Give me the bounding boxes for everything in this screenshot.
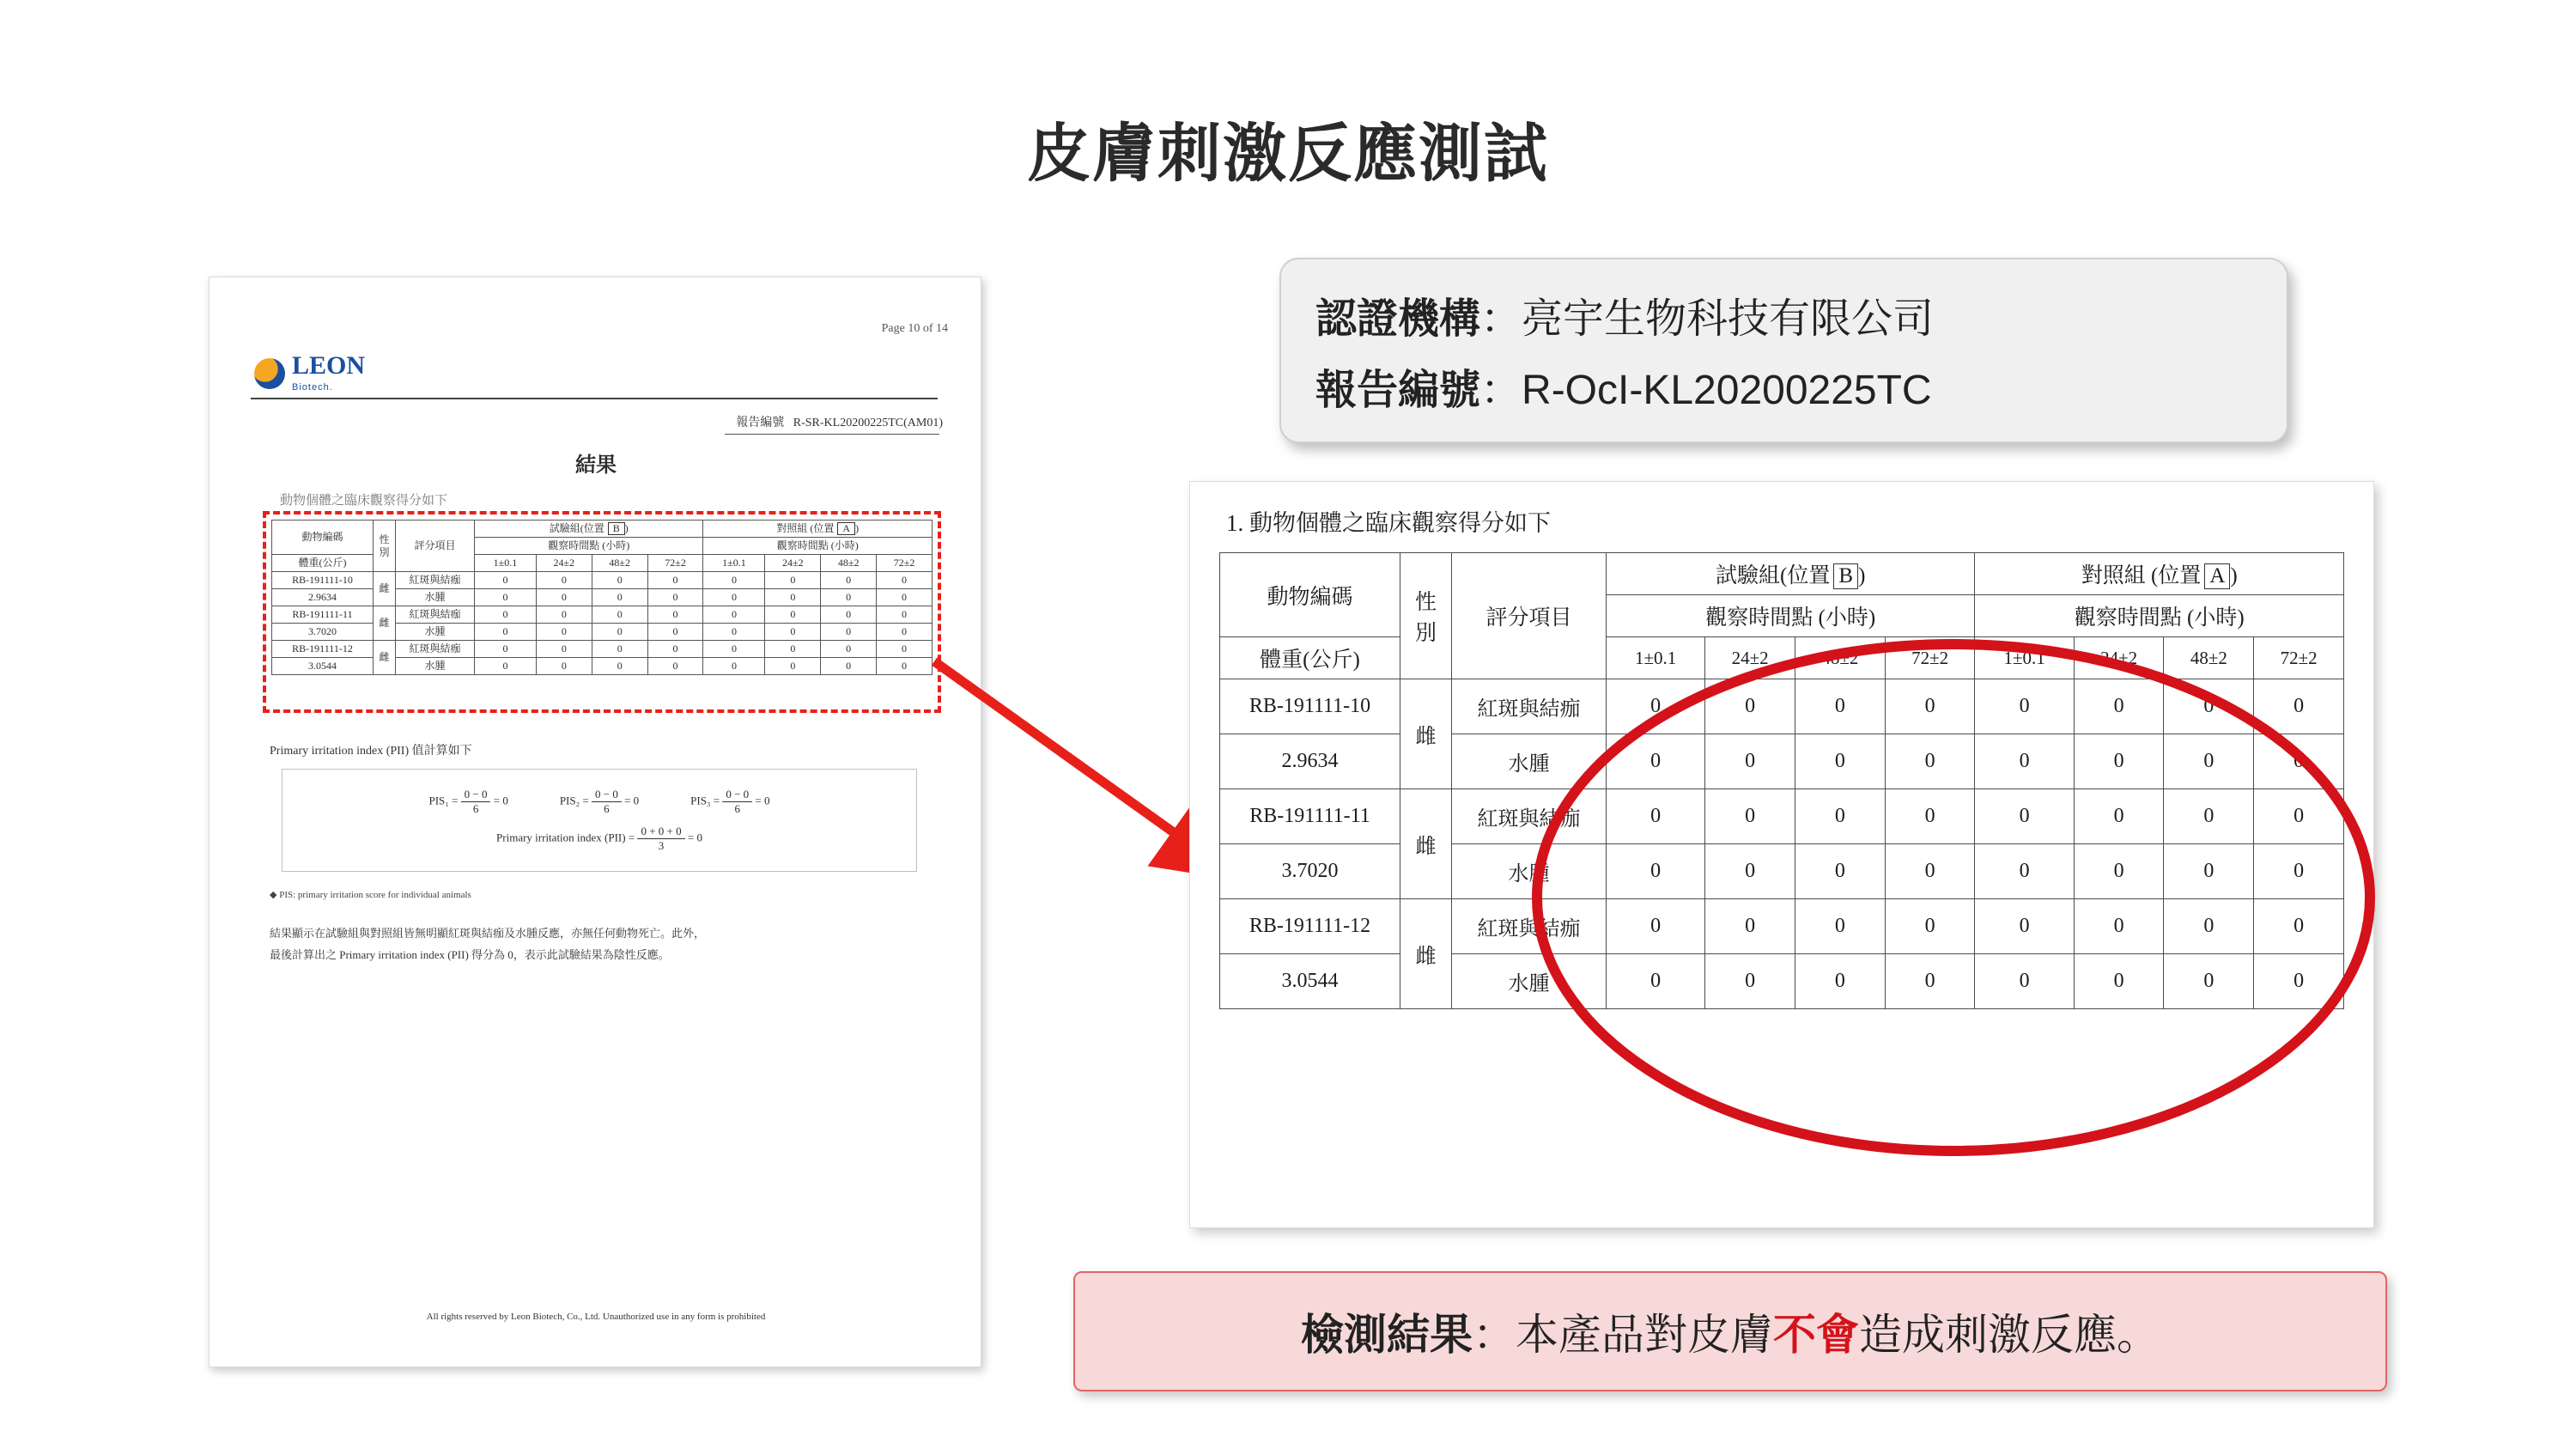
sm-v: 0 bbox=[703, 624, 765, 641]
pii-formula-row bbox=[496, 825, 702, 853]
sm-v: 0 bbox=[877, 658, 933, 675]
th-time-4: 72±2 bbox=[1885, 637, 1975, 679]
pis2-numerator: 0 − 0 bbox=[592, 788, 622, 802]
sm-cell-weight-3: 3.0544 bbox=[272, 658, 374, 675]
pis1-formula bbox=[428, 788, 507, 816]
sm-cell-sex-1: 雌 bbox=[374, 572, 396, 606]
cell-value: 0 bbox=[2074, 789, 2164, 844]
cell-value: 0 bbox=[1705, 789, 1795, 844]
certification-callout bbox=[1279, 258, 2288, 443]
leon-biotech-logo bbox=[254, 353, 365, 394]
sm-v: 0 bbox=[765, 589, 821, 606]
sm-v: 0 bbox=[877, 624, 933, 641]
report-conclusion-line-2: 最後計算出之 Primary irritation index (PII) 得分為 0，表示此試驗結果為陰性反應。 bbox=[270, 947, 670, 961]
test-result-before: 本產品對皮膚 bbox=[1516, 1311, 1773, 1359]
sm-v: 0 bbox=[703, 572, 765, 589]
cell-score-item-3b: 水腫 bbox=[1452, 954, 1607, 1009]
cell-score-item-2b: 水腫 bbox=[1452, 844, 1607, 899]
cell-value: 0 bbox=[1705, 954, 1795, 1009]
sm-th-sex: 性 別 bbox=[374, 521, 396, 572]
sm-v: 0 bbox=[703, 658, 765, 675]
th-weight: 體重(公斤) bbox=[1220, 637, 1400, 679]
sm-th-animal-id: 動物編碼 bbox=[272, 521, 374, 555]
table-row bbox=[272, 589, 933, 606]
sm-v: 0 bbox=[647, 624, 703, 641]
pis3-formula bbox=[690, 788, 769, 816]
sm-th-test-group bbox=[475, 521, 703, 538]
cell-value: 0 bbox=[2254, 899, 2344, 954]
test-result-highlight: 不會 bbox=[1773, 1311, 1859, 1359]
sm-cell-sex-2: 雌 bbox=[374, 606, 396, 641]
sm-v: 0 bbox=[592, 624, 647, 641]
sm-v: 0 bbox=[647, 658, 703, 675]
cell-value: 0 bbox=[1705, 899, 1795, 954]
cell-value: 0 bbox=[1607, 734, 1705, 789]
sm-cell-item-2b: 水腫 bbox=[396, 624, 475, 641]
test-result-label: 檢測結果 bbox=[1301, 1311, 1473, 1359]
sm-th-control-group-text: 對照組 (位置 bbox=[776, 522, 835, 534]
sm-v: 0 bbox=[877, 589, 933, 606]
th-test-group bbox=[1607, 553, 1975, 595]
th-obs-time-control: 觀察時間點 (小時) bbox=[1975, 595, 2344, 637]
th-time-6: 24±2 bbox=[2074, 637, 2164, 679]
cell-value: 0 bbox=[1975, 899, 2074, 954]
cell-value: 0 bbox=[1975, 844, 2074, 899]
report-conclusion-paragraph bbox=[270, 923, 931, 965]
header-divider bbox=[251, 398, 938, 399]
table-row bbox=[272, 572, 933, 589]
sm-v: 0 bbox=[475, 572, 537, 589]
sm-cell-item-3a: 紅斑與結痂 bbox=[396, 641, 475, 658]
sm-v: 0 bbox=[475, 658, 537, 675]
pis-formula-row bbox=[428, 788, 769, 816]
leon-logo-wordmark: LEON bbox=[292, 351, 366, 380]
sm-th-score-item: 評分項目 bbox=[396, 521, 475, 572]
sm-cell-item-1b: 水腫 bbox=[396, 589, 475, 606]
sm-v: 0 bbox=[765, 606, 821, 624]
certification-report-value: R-OcI-KL20200225TC bbox=[1522, 368, 1932, 413]
sm-th-weight: 體重(公斤) bbox=[272, 555, 374, 572]
th-time-1: 1±0.1 bbox=[1607, 637, 1705, 679]
sm-th-control-group-tail: ) bbox=[855, 522, 860, 534]
sm-v: 0 bbox=[475, 641, 537, 658]
sm-v: 0 bbox=[703, 589, 765, 606]
pii-title: Primary irritation index (PII) 值計算如下 bbox=[270, 745, 472, 758]
pis3-result: = 0 bbox=[755, 794, 770, 807]
sm-v: 0 bbox=[475, 589, 537, 606]
pis1-denominator: 6 bbox=[472, 802, 479, 815]
th-obs-time-test: 觀察時間點 (小時) bbox=[1607, 595, 1975, 637]
sm-v: 0 bbox=[536, 606, 592, 624]
pii-formula-box bbox=[282, 769, 917, 872]
sm-v: 0 bbox=[536, 641, 592, 658]
pii-label: Primary irritation index (PII) = bbox=[496, 831, 635, 844]
cell-value: 0 bbox=[2074, 899, 2164, 954]
cell-value: 0 bbox=[1795, 789, 1886, 844]
sm-v: 0 bbox=[592, 572, 647, 589]
sm-th-test-group-tail: ) bbox=[624, 522, 629, 534]
pii-formula bbox=[496, 825, 702, 853]
sm-th-t4: 72±2 bbox=[647, 555, 703, 572]
report-footer-copyright: All rights reserved by Leon Biotech, Co., Ltd. Unauthorized use in any form is prohibited bbox=[426, 1312, 766, 1322]
table-row bbox=[1220, 844, 2344, 899]
sm-cell-item-3b: 水腫 bbox=[396, 658, 475, 675]
sm-v: 0 bbox=[703, 641, 765, 658]
cell-value: 0 bbox=[1607, 844, 1705, 899]
cell-value: 0 bbox=[1795, 954, 1886, 1009]
th-control-group-tail: ) bbox=[2230, 564, 2238, 588]
sm-cell-id-2: RB-191111-11 bbox=[272, 606, 374, 624]
cell-value: 0 bbox=[2164, 734, 2254, 789]
sm-v: 0 bbox=[765, 572, 821, 589]
pis-footnote: ◆ PIS: primary irritation score for individual animals bbox=[270, 890, 471, 900]
certification-org-sep: ： bbox=[1480, 296, 1522, 342]
cell-value: 0 bbox=[1607, 789, 1705, 844]
report-conclusion-line-1: 結果顯示在試驗組與對照組皆無明顯紅斑與結痂及水腫反應，亦無任何動物死亡。此外， bbox=[270, 927, 706, 940]
sm-v: 0 bbox=[821, 624, 877, 641]
cell-value: 0 bbox=[1795, 899, 1886, 954]
cell-value: 0 bbox=[1975, 734, 2074, 789]
page-title: 皮膚刺激反應測試 bbox=[1027, 118, 1549, 189]
sm-cell-id-3: RB-191111-12 bbox=[272, 641, 374, 658]
sm-v: 0 bbox=[877, 606, 933, 624]
sm-v: 0 bbox=[647, 641, 703, 658]
certification-org-label: 認證機構 bbox=[1315, 296, 1481, 342]
th-control-group-text: 對照組 (位置 bbox=[2081, 564, 2202, 588]
pis2-formula bbox=[560, 788, 639, 816]
sm-th-t6: 24±2 bbox=[765, 555, 821, 572]
cell-value: 0 bbox=[1795, 844, 1886, 899]
th-control-group-box: A bbox=[2204, 563, 2230, 589]
sm-v: 0 bbox=[821, 606, 877, 624]
sm-v: 0 bbox=[765, 641, 821, 658]
sm-v: 0 bbox=[536, 658, 592, 675]
cell-value: 0 bbox=[1885, 679, 1975, 734]
cell-weight-3: 3.0544 bbox=[1220, 954, 1400, 1009]
table-row bbox=[1220, 679, 2344, 734]
certification-org-line bbox=[1315, 285, 2252, 344]
th-time-8: 72±2 bbox=[2254, 637, 2344, 679]
pis3-denominator: 6 bbox=[734, 802, 740, 815]
sm-v: 0 bbox=[536, 589, 592, 606]
sm-th-t2: 24±2 bbox=[536, 555, 592, 572]
scanned-report-page bbox=[209, 277, 981, 1367]
sm-v: 0 bbox=[765, 624, 821, 641]
cell-value: 0 bbox=[2074, 734, 2164, 789]
sm-v: 0 bbox=[821, 572, 877, 589]
sm-v: 0 bbox=[475, 606, 537, 624]
cell-value: 0 bbox=[2254, 679, 2344, 734]
pis2-denominator: 6 bbox=[604, 802, 610, 815]
cell-value: 0 bbox=[1885, 734, 1975, 789]
certification-org-value: 亮宇生物科技有限公司 bbox=[1522, 296, 1935, 342]
table-row bbox=[272, 606, 933, 624]
sm-v: 0 bbox=[647, 572, 703, 589]
sm-v: 0 bbox=[592, 658, 647, 675]
pis1-fraction bbox=[461, 788, 491, 816]
sm-th-t3: 48±2 bbox=[592, 555, 647, 572]
report-section-heading: 結果 bbox=[575, 454, 617, 477]
cell-weight-1: 2.9634 bbox=[1220, 734, 1400, 789]
th-time-7: 48±2 bbox=[2164, 637, 2254, 679]
certification-report-line bbox=[1315, 356, 2252, 416]
pis2-result: = 0 bbox=[624, 794, 640, 807]
th-time-5: 1±0.1 bbox=[1975, 637, 2074, 679]
th-score-item: 評分項目 bbox=[1452, 553, 1607, 679]
pis3-numerator: 0 − 0 bbox=[722, 788, 752, 802]
cell-value: 0 bbox=[1885, 954, 1975, 1009]
sm-v: 0 bbox=[647, 589, 703, 606]
sm-th-test-group-box: B bbox=[608, 522, 625, 535]
report-small-table bbox=[271, 520, 933, 675]
cell-value: 0 bbox=[1607, 899, 1705, 954]
test-result-banner bbox=[1073, 1271, 2387, 1391]
pis1-label: PIS₁ = bbox=[428, 794, 459, 807]
cell-value: 0 bbox=[2254, 844, 2344, 899]
cell-score-item-3a: 紅斑與結痂 bbox=[1452, 899, 1607, 954]
cell-value: 0 bbox=[2074, 954, 2164, 1009]
table-row bbox=[1220, 954, 2344, 1009]
th-time-2: 24±2 bbox=[1705, 637, 1795, 679]
cell-value: 0 bbox=[1975, 954, 2074, 1009]
test-result-text bbox=[1301, 1300, 2160, 1362]
cell-value: 0 bbox=[1975, 679, 2074, 734]
th-test-group-box: B bbox=[1833, 563, 1858, 589]
table-row bbox=[272, 641, 933, 658]
report-number-line bbox=[736, 413, 943, 430]
sm-cell-sex-3: 雌 bbox=[374, 641, 396, 675]
th-test-group-tail: ) bbox=[1858, 564, 1866, 588]
certification-report-label: 報告編號 bbox=[1315, 368, 1481, 413]
table-row bbox=[1220, 789, 2344, 844]
cell-score-item-1a: 紅斑與結痂 bbox=[1452, 679, 1607, 734]
leon-logo-subtitle: Biotech. bbox=[292, 382, 333, 393]
sm-v: 0 bbox=[877, 572, 933, 589]
sm-v: 0 bbox=[475, 624, 537, 641]
pis2-fraction bbox=[592, 788, 622, 816]
sm-v: 0 bbox=[592, 641, 647, 658]
cell-value: 0 bbox=[1885, 789, 1975, 844]
cell-value: 0 bbox=[2164, 679, 2254, 734]
table-row bbox=[272, 658, 933, 675]
sm-th-control-group bbox=[703, 521, 933, 538]
cell-value: 0 bbox=[2164, 844, 2254, 899]
sm-v: 0 bbox=[821, 658, 877, 675]
pis3-label: PIS₃ = bbox=[690, 794, 720, 807]
clinical-observation-table bbox=[1219, 552, 2344, 1009]
pii-numerator: 0 + 0 + 0 bbox=[637, 825, 684, 839]
th-time-3: 48±2 bbox=[1795, 637, 1886, 679]
sm-v: 0 bbox=[821, 641, 877, 658]
cell-value: 0 bbox=[2254, 789, 2344, 844]
sm-v: 0 bbox=[821, 589, 877, 606]
cell-value: 0 bbox=[2164, 899, 2254, 954]
sm-cell-weight-2: 3.7020 bbox=[272, 624, 374, 641]
report-subheading: 動物個體之臨床觀察得分如下 bbox=[280, 493, 448, 508]
certification-report-sep: ： bbox=[1480, 368, 1522, 413]
sm-v: 0 bbox=[765, 658, 821, 675]
cell-value: 0 bbox=[1795, 734, 1886, 789]
pii-fraction bbox=[637, 825, 684, 853]
sm-v: 0 bbox=[592, 589, 647, 606]
sm-th-obs-time-test: 觀察時間點 (小時) bbox=[475, 538, 703, 555]
table-row bbox=[1220, 899, 2344, 954]
report-number-value: R-SR-KL20200225TC(AM01) bbox=[793, 417, 943, 429]
zoomed-table-caption: 1. 動物個體之臨床觀察得分如下 bbox=[1226, 510, 1551, 536]
cell-value: 0 bbox=[2254, 734, 2344, 789]
sm-th-t8: 72±2 bbox=[877, 555, 933, 572]
cell-animal-id-1: RB-191111-10 bbox=[1220, 679, 1400, 734]
pis1-result: = 0 bbox=[493, 794, 508, 807]
cell-animal-id-2: RB-191111-11 bbox=[1220, 789, 1400, 844]
test-result-sep: ： bbox=[1473, 1311, 1516, 1359]
th-animal-id: 動物編碼 bbox=[1220, 553, 1400, 637]
cell-value: 0 bbox=[1607, 954, 1705, 1009]
pis1-numerator: 0 − 0 bbox=[461, 788, 491, 802]
cell-value: 0 bbox=[2164, 954, 2254, 1009]
sm-v: 0 bbox=[877, 641, 933, 658]
sm-v: 0 bbox=[592, 606, 647, 624]
sm-v: 0 bbox=[536, 572, 592, 589]
th-test-group-text: 試驗組(位置 bbox=[1716, 564, 1831, 588]
sm-v: 0 bbox=[703, 606, 765, 624]
cell-sex-1: 雌 bbox=[1400, 679, 1452, 789]
cell-value: 0 bbox=[2074, 844, 2164, 899]
pii-denominator: 3 bbox=[658, 839, 665, 852]
th-control-group bbox=[1975, 553, 2344, 595]
cell-weight-2: 3.7020 bbox=[1220, 844, 1400, 899]
zoomed-table-card bbox=[1189, 481, 2374, 1228]
cell-value: 0 bbox=[1607, 679, 1705, 734]
pis2-label: PIS₂ = bbox=[559, 794, 589, 807]
test-result-after: 造成刺激反應。 bbox=[1859, 1311, 2160, 1359]
report-number-label: 報告編號 bbox=[736, 417, 785, 429]
sm-th-test-group-text: 試驗組(位置 bbox=[549, 522, 605, 534]
table-row bbox=[272, 624, 933, 641]
sm-th-t7: 48±2 bbox=[821, 555, 877, 572]
sm-cell-id-1: RB-191111-10 bbox=[272, 572, 374, 589]
cell-score-item-1b: 水腫 bbox=[1452, 734, 1607, 789]
cell-value: 0 bbox=[1705, 679, 1795, 734]
sm-cell-item-1a: 紅斑與結痂 bbox=[396, 572, 475, 589]
cell-value: 0 bbox=[2164, 789, 2254, 844]
cell-value: 0 bbox=[1885, 899, 1975, 954]
cell-value: 0 bbox=[1795, 679, 1886, 734]
report-number-underline bbox=[725, 434, 939, 435]
cell-value: 0 bbox=[1705, 734, 1795, 789]
sm-cell-weight-1: 2.9634 bbox=[272, 589, 374, 606]
th-sex: 性 別 bbox=[1400, 553, 1452, 679]
cell-sex-2: 雌 bbox=[1400, 789, 1452, 899]
cell-value: 0 bbox=[1705, 844, 1795, 899]
sm-v: 0 bbox=[647, 606, 703, 624]
cell-value: 0 bbox=[1975, 789, 2074, 844]
cell-value: 0 bbox=[1885, 844, 1975, 899]
sm-cell-item-2a: 紅斑與結痂 bbox=[396, 606, 475, 624]
cell-score-item-2a: 紅斑與結痂 bbox=[1452, 789, 1607, 844]
report-page-number: Page 10 of 14 bbox=[881, 322, 948, 335]
pis3-fraction bbox=[722, 788, 752, 816]
sm-th-obs-time-control: 觀察時間點 (小時) bbox=[703, 538, 933, 555]
cell-value: 0 bbox=[2074, 679, 2164, 734]
sm-th-control-group-box: A bbox=[837, 522, 855, 535]
sm-th-t5: 1±0.1 bbox=[703, 555, 765, 572]
leon-logo-mark-icon bbox=[254, 358, 285, 389]
cell-value: 0 bbox=[2254, 954, 2344, 1009]
sm-th-t1: 1±0.1 bbox=[475, 555, 537, 572]
cell-animal-id-3: RB-191111-12 bbox=[1220, 899, 1400, 954]
sm-v: 0 bbox=[536, 624, 592, 641]
table-row bbox=[1220, 734, 2344, 789]
pii-result: = 0 bbox=[687, 831, 702, 844]
cell-sex-3: 雌 bbox=[1400, 899, 1452, 1009]
